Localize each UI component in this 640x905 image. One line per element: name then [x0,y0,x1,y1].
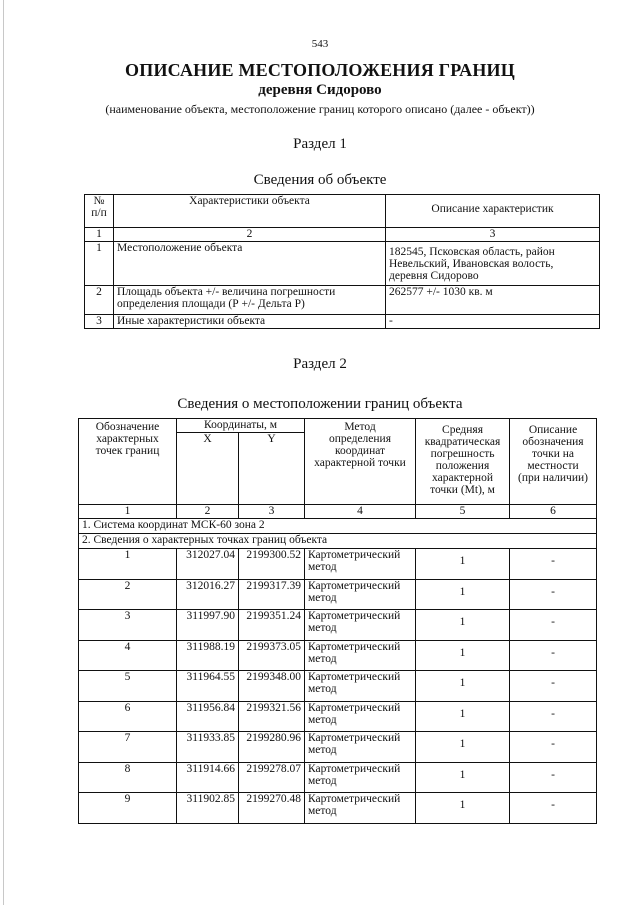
method-line: метод [308,622,337,634]
document-note: (наименование объекта, местоположение границ которого описано (далее - объект)) [105,102,535,116]
table-row [79,762,597,793]
row-description: 262577 +/- 1030 кв. м [386,286,600,315]
boundary-info-heading: Сведения о местоположении границ объекта [177,396,463,412]
table-row [79,732,597,763]
table-row [79,579,597,610]
object-table-row [85,286,600,315]
object-info-table [84,194,600,329]
point-y: 2199348.00 [239,671,305,702]
header-line: Обозначение [95,421,160,433]
method-line: Картометрический [308,640,401,653]
header-line: квадратическая [424,436,501,448]
point-error: 1 [416,549,510,580]
point-method [305,579,416,610]
header-description: Описание характеристик [386,195,600,228]
row-num: 2 [85,286,114,315]
header-line: Метод [344,421,376,433]
header-desc [510,419,597,505]
point-desc: - [510,610,597,641]
colnum: 4 [305,505,416,519]
object-table-header-row [85,195,600,228]
point-error: 1 [416,610,510,641]
method-line: метод [308,744,337,756]
row-num: 3 [85,315,114,329]
point-method [305,732,416,763]
method-line: Картометрический [308,579,401,592]
point-desc: - [510,579,597,610]
method-line: метод [308,561,337,573]
header-line: обозначения [522,436,584,448]
header-num [85,195,114,228]
point-x: 311997.90 [177,610,239,641]
method-line: Картометрический [308,549,401,561]
point-id: 5 [79,671,177,702]
characteristic-line: Площадь объекта +/- величина погрешности [117,286,336,298]
header-y: Y [239,433,305,505]
point-x: 311988.19 [177,640,239,671]
document-title: ОПИСАНИЕ МЕСТОПОЛОЖЕНИЯ ГРАНИЦ [125,60,515,80]
table-row [79,640,597,671]
header-line: Средняя [442,424,483,436]
header-line: точки на [532,448,575,460]
method-line: метод [308,774,337,787]
table-row [79,549,597,580]
point-id: 4 [79,640,177,671]
point-y: 2199373.05 [239,640,305,671]
point-id: 6 [79,701,177,732]
object-table-colnum-row [85,228,600,242]
point-id: 7 [79,732,177,763]
point-method [305,610,416,641]
table-row [79,793,597,824]
row-description: - [386,315,600,329]
colnum: 1 [79,505,177,519]
table-row [79,701,597,732]
colnum: 5 [416,505,510,519]
point-y: 2199280.96 [239,732,305,763]
point-desc: - [510,762,597,793]
point-method [305,793,416,824]
method-line: метод [308,683,337,695]
point-method [305,549,416,580]
point-x: 311914.66 [177,762,239,793]
point-id: 9 [79,793,177,824]
colnum: 3 [239,505,305,519]
method-line: метод [308,652,337,665]
point-method [305,671,416,702]
point-method [305,762,416,793]
point-y: 2199278.07 [239,762,305,793]
point-x: 311964.55 [177,671,239,702]
point-x: 311956.84 [177,701,239,732]
point-desc: - [510,793,597,824]
system-row [79,519,597,534]
header-line: местности [527,460,579,472]
document-subtitle: деревня Сидорово [258,82,382,98]
boundary-colnum-row [79,505,597,519]
row-num: 1 [85,242,114,286]
table-row [79,671,597,702]
object-table-row [85,242,600,286]
points-body [79,549,597,824]
point-y: 2199317.39 [239,579,305,610]
colnum: 6 [510,505,597,519]
colnum: 3 [386,228,600,242]
header-line: характерной точки [314,457,406,469]
header-method [305,419,416,505]
boundary-points-table [78,418,597,824]
point-method [305,640,416,671]
row-characteristic: Местоположение объекта [114,242,386,286]
points-section-row [79,534,597,549]
colnum: 2 [177,505,239,519]
point-error: 1 [416,793,510,824]
point-desc: - [510,640,597,671]
point-desc: - [510,549,597,580]
header-line: Описание [528,424,578,436]
method-line: Картометрический [308,671,401,683]
header-num-line2: п/п [91,207,107,219]
point-y: 2199321.56 [239,701,305,732]
point-y: 2199351.24 [239,610,305,641]
header-point [79,419,177,505]
header-num-line1: № [93,195,105,207]
point-x: 311902.85 [177,793,239,824]
header-line: положения [435,460,490,472]
header-line: характерных [96,433,159,445]
point-desc: - [510,732,597,763]
method-line: метод [308,713,337,726]
method-line: метод [308,805,337,817]
characteristic-line: определения площади (Р +/- Дельта Р) [117,298,305,310]
coordinate-system: 1. Система координат МСК-60 зона 2 [79,519,597,534]
point-desc: - [510,701,597,732]
point-id: 1 [79,549,177,580]
point-id: 2 [79,579,177,610]
point-y: 2199270.48 [239,793,305,824]
point-id: 8 [79,762,177,793]
method-line: Картометрический [308,793,401,805]
method-line: Картометрический [308,732,401,744]
point-y: 2199300.52 [239,549,305,580]
points-section-title: 2. Сведения о характерных точках границ объекта [79,534,597,549]
row-characteristic: Иные характеристики объекта [114,315,386,329]
header-line: характерной [432,472,493,484]
point-method [305,701,416,732]
header-line: точки (Мt), м [430,484,495,496]
point-error: 1 [416,671,510,702]
page-number: 543 [311,38,329,50]
table-row [79,610,597,641]
point-x: 312016.27 [177,579,239,610]
section1-heading: Раздел 1 [293,136,347,152]
row-characteristic [114,286,386,315]
method-line: Картометрический [308,701,401,714]
point-error: 1 [416,732,510,763]
colnum: 2 [114,228,386,242]
header-line: (при наличии) [518,472,588,484]
point-error: 1 [416,701,510,732]
description-line: Невельский, Ивановская волость, [389,258,554,270]
method-line: метод [308,591,337,604]
boundary-header-row [79,419,597,433]
header-line: определения [329,433,392,445]
row-description [386,242,600,286]
point-id: 3 [79,610,177,641]
point-error: 1 [416,640,510,671]
object-table-row [85,315,600,329]
header-x: X [177,433,239,505]
point-x: 311933.85 [177,732,239,763]
point-error: 1 [416,762,510,793]
point-error: 1 [416,579,510,610]
method-line: Картометрический [308,610,401,622]
object-info-heading: Сведения об объекте [253,172,387,188]
header-coords: Координаты, м [177,419,305,433]
point-desc: - [510,671,597,702]
header-characteristics: Характеристики объекта [114,195,386,228]
header-line: точек границ [95,445,160,457]
method-line: Картометрический [308,762,401,775]
point-x: 312027.04 [177,549,239,580]
header-line: погрешность [430,448,495,460]
section2-heading: Раздел 2 [293,356,347,372]
description-line: 182545, Псковская область, район [389,246,555,258]
header-error [416,419,510,505]
description-line: деревня Сидорово [389,270,479,282]
colnum: 1 [85,228,114,242]
header-line: координат [334,445,386,457]
